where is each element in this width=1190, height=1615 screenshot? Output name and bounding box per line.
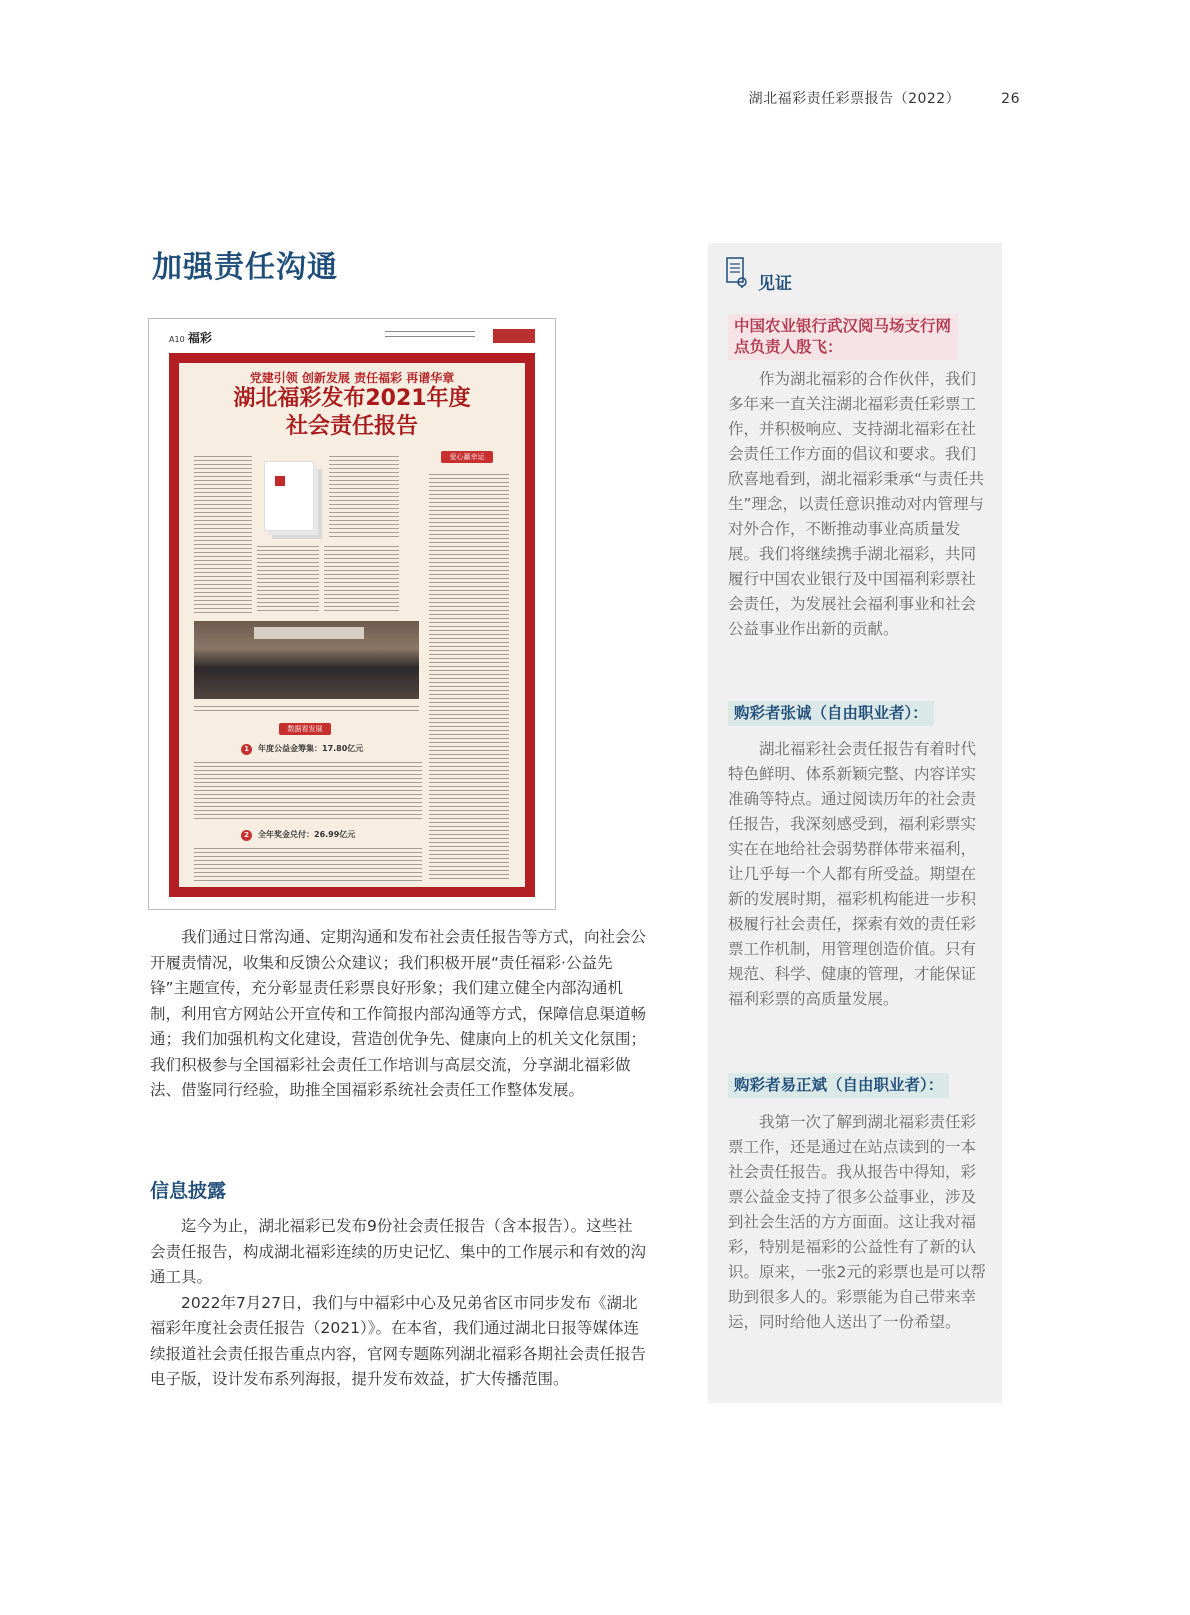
report-poster bbox=[169, 353, 535, 897]
poster-slogan: 党建引领 创新发展 责任福彩 再谱华章 bbox=[249, 371, 455, 385]
poster-inner bbox=[179, 363, 525, 887]
newspaper-logo-mark bbox=[493, 329, 535, 343]
witness3-text: 我第一次了解到湖北福彩责任彩票工作，还是通过在站点读到的一本社会责任报告。我从报告中得知，彩票公益金支持了很多公益事业，涉及到社会生活的方方面面。这让我对福彩，特别是福彩的公益性有了新的认识。原来，一张2元的彩票也是可以帮助到很多人的。彩票能为自己带来幸运，同时给他人送出了一份希望。 bbox=[728, 1113, 986, 1331]
photo-banner bbox=[254, 627, 364, 639]
poster-headline-line1: 湖北福彩发布2021年度 bbox=[233, 386, 471, 411]
article-text-block bbox=[429, 471, 509, 881]
article-text-block bbox=[324, 543, 399, 613]
witness2-name: 购彩者张诚（自由职业者）： bbox=[728, 701, 934, 726]
witness1-text: 作为湖北福彩的合作伙伴，我们多年来一直关注湖北福彩责任彩票工作，并积极响应、支持湖北福彩在社会责任工作方面的倡议和要求。我们欣喜地看到，湖北福彩秉承“与责任共生”理念，以责任意识推动对内管理与对外合作，不断推动事业高质量发展。我们将继续携手湖北福彩，共同履行中国农业银行及中国福利彩票社会责任，为发展社会福利事业和社会公益事业作出新的贡献。 bbox=[728, 370, 985, 638]
subheading-info-disclosure: 信息披露 bbox=[150, 1180, 227, 1202]
sidebar-title: 见证 bbox=[758, 274, 792, 294]
stat-prize-payout bbox=[241, 829, 355, 841]
witness2-text: 湖北福彩社会责任报告有着时代特色鲜明、体系新颖完整、内容详实准确等特点。通过阅读历年的社会责任报告，我深刻感受到，福利彩票实实在在地给社会弱势群体带来福利，让几乎每一个人都有所受益。期望在新的发展时期，福彩机构能进一步积极履行社会责任，探索有效的责任彩票工作机制，用管理创造价值。只有规范、科学、健康的管理，才能保证福利彩票的高质量发展。 bbox=[728, 740, 977, 1008]
badge-data-development: 数据看发展 bbox=[279, 723, 331, 735]
booklet-emblem bbox=[275, 476, 285, 486]
stat-lottery-fund bbox=[241, 743, 363, 755]
stat-number-1: 1 bbox=[241, 744, 252, 755]
poster-headline bbox=[179, 385, 525, 441]
poster-headline-line2: 社会责任报告 bbox=[285, 414, 418, 439]
article-text-block bbox=[194, 759, 422, 819]
photo-caption bbox=[194, 703, 419, 713]
stat-lottery-fund-text: 年度公益金筹集：17.80亿元 bbox=[258, 744, 364, 753]
page-number: 26 bbox=[1001, 91, 1020, 107]
newspaper-masthead bbox=[169, 329, 535, 347]
report-booklet-image bbox=[264, 461, 314, 531]
disclosure-paragraph-2: 2022年7月27日，我们与中福彩中心及兄弟省区市同步发布《湖北福彩年度社会责任报告（2021）》。在本省，我们通过湖北日报等媒体连续报道社会责任报告重点内容，官网专题陈列湖北福彩各期社会责任报告电子版，设计发布系列海报，提升发布效益，扩大传播范围。 bbox=[150, 1293, 647, 1388]
badge-love-luck: 爱心赢幸运 bbox=[441, 451, 493, 463]
newspaper-figure bbox=[148, 318, 556, 910]
article-text-block bbox=[257, 543, 319, 613]
section-title: 加强责任沟通 bbox=[152, 250, 338, 285]
section-label: A10 bbox=[169, 335, 185, 344]
disclosure-paragraph-1: 迄今为止，湖北福彩已发布9份社会责任报告（含本报告）。这些社会责任报告，构成湖北福彩连续的历史记忆、集中的工作展示和有效的沟通工具。 bbox=[150, 1217, 647, 1286]
stat-number-2: 2 bbox=[241, 830, 252, 841]
article-text-block bbox=[194, 845, 422, 881]
article-text-block bbox=[194, 453, 252, 613]
main-paragraph-text: 我们通过日常沟通、定期沟通和发布社会责任报告等方式，向社会公开履责情况，收集和反馈公众建议；我们积极开展“责任福彩·公益先锋”主题宣传，充分彰显责任彩票良好形象；我们建立健全内部沟通机制，利用官方网站公开宣传和工作简报内部沟通等方式，保障信息渠道畅通；我们加强机构文化建设，营造创优争先、健康向上的机关文化氛围；我们积极参与全国福彩社会责任工作培训与高层交流，分享湖北福彩做法、借鉴同行经验，助推全国福彩系统社会责任工作整体发展。 bbox=[150, 928, 647, 1099]
document-icon bbox=[726, 257, 748, 289]
article-text-block bbox=[329, 453, 399, 537]
report-title: 湖北福彩责任彩票报告（2022） bbox=[748, 91, 961, 107]
main-paragraph bbox=[150, 925, 646, 1104]
stat-prize-payout-text: 全年奖金兑付：26.99亿元 bbox=[258, 830, 356, 839]
event-photo bbox=[194, 621, 419, 699]
page-header bbox=[749, 88, 1020, 108]
witness1-name: 中国农业银行武汉阅马场支行网点负责人殷飞： bbox=[728, 314, 958, 360]
masthead-meta-lines bbox=[385, 331, 475, 337]
witness-sidebar bbox=[708, 243, 1002, 1403]
section-name: 福彩 bbox=[187, 331, 212, 345]
disclosure-text bbox=[150, 1214, 646, 1393]
witness3-name: 购彩者易正斌（自由职业者）： bbox=[728, 1073, 949, 1098]
